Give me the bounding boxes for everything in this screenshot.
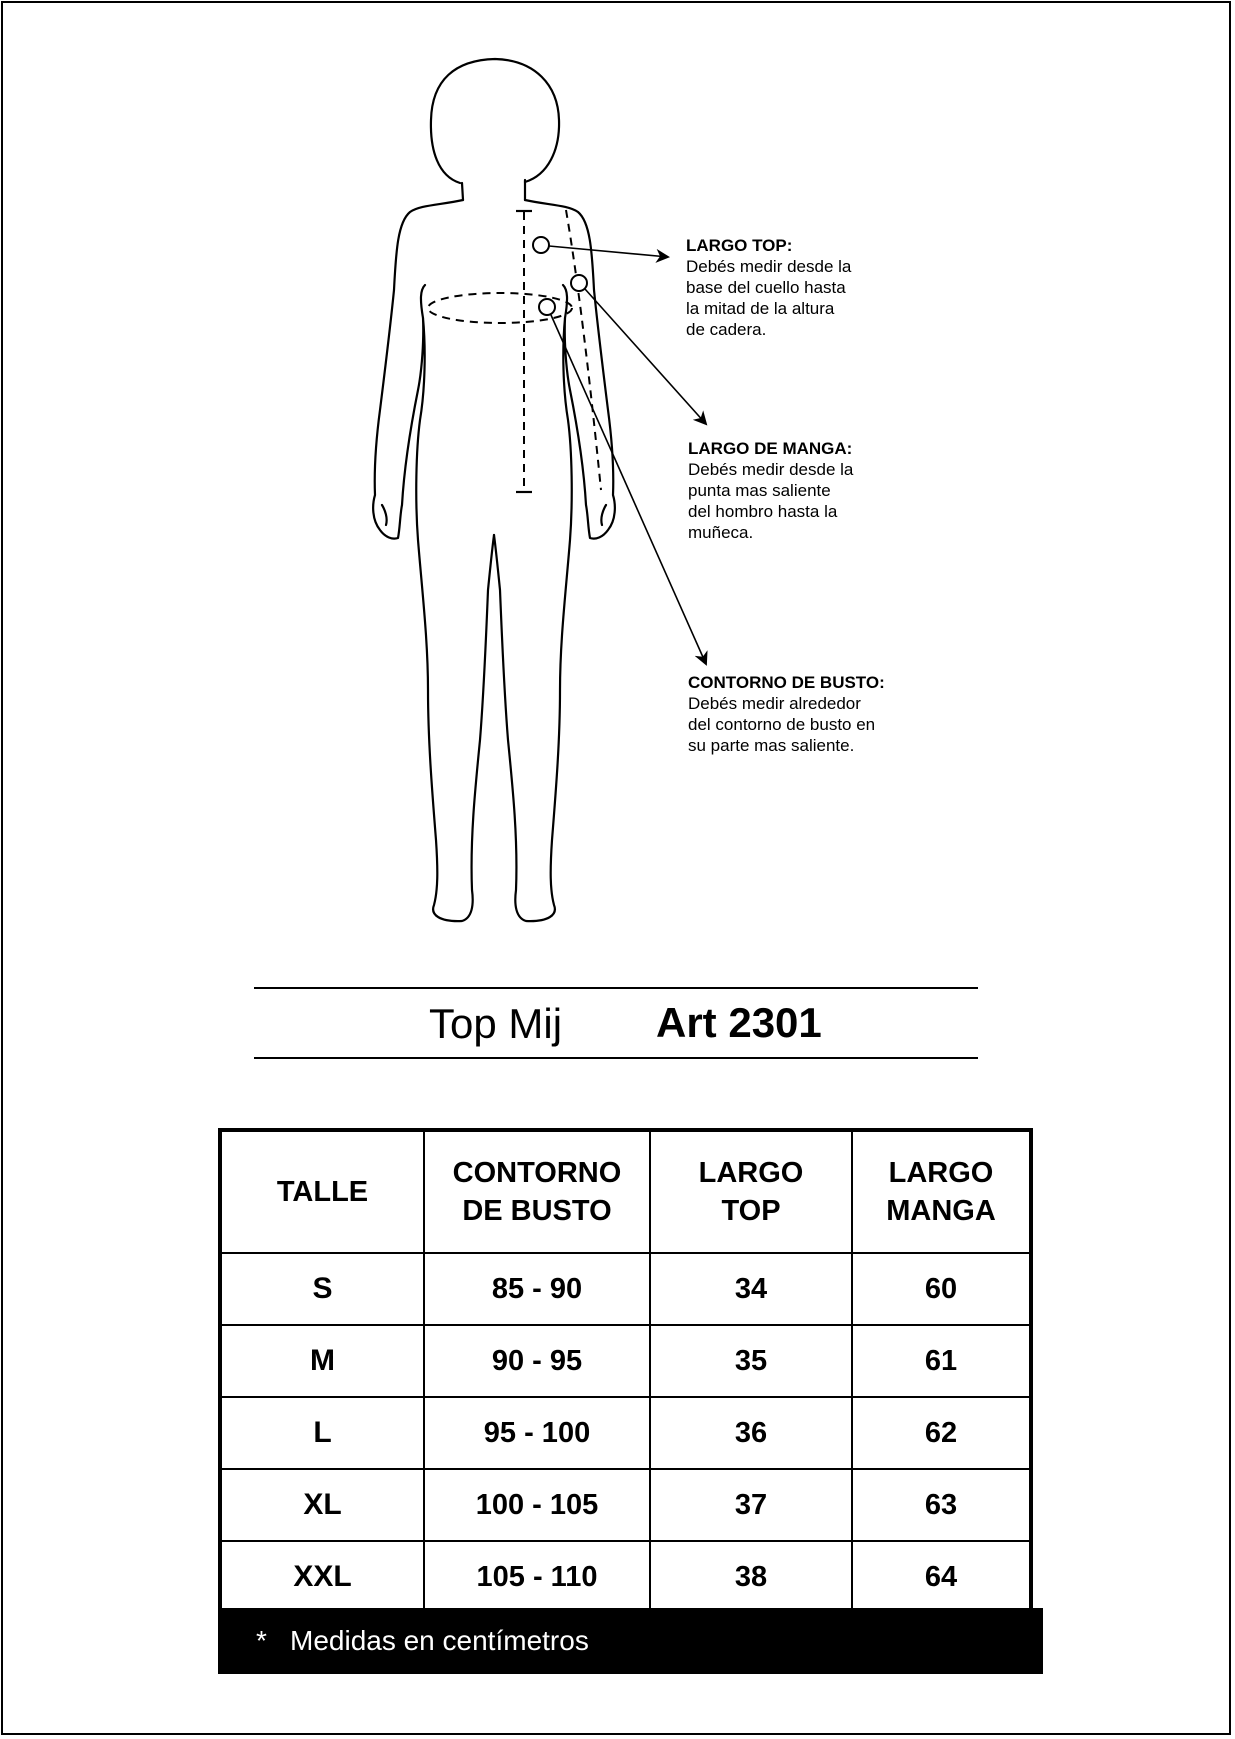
largo-manga-marker: [571, 275, 587, 291]
size-cell: S: [220, 1253, 424, 1325]
largo-manga-cell: 60: [852, 1253, 1031, 1325]
busto-cell: 105 - 110: [424, 1541, 650, 1614]
article-code: Art 2301: [656, 999, 822, 1046]
contorno-busto-text: Debés medir alrededor del contorno de busto en su parte mas saliente.: [688, 694, 876, 755]
contorno-busto-annotation: [688, 672, 885, 756]
largo-top-arrow: [549, 246, 668, 257]
product-name: Top Mij: [429, 1000, 563, 1047]
head-outline: [431, 59, 559, 183]
largo-top-cell: 34: [650, 1253, 852, 1325]
busto-cell: 95 - 100: [424, 1397, 650, 1469]
busto-cell: 100 - 105: [424, 1469, 650, 1541]
size-cell: M: [220, 1325, 424, 1397]
largo-manga-annotation: [688, 438, 853, 543]
largo-manga-cell: 64: [852, 1541, 1031, 1614]
largo-manga-cell: 62: [852, 1397, 1031, 1469]
left-body-outline: [373, 200, 494, 921]
footnote-bar: [218, 1608, 1043, 1674]
table-row: [220, 1325, 1031, 1397]
title-rule-top: [254, 987, 978, 989]
largo-manga-cell: 61: [852, 1325, 1031, 1397]
largo-manga-text: Debés medir desde la punta mas saliente del hombro hasta la muñeca.: [688, 460, 854, 542]
largo-top-text: Debés medir desde la base del cuello hasta la mitad de la altura de cadera.: [686, 257, 852, 339]
contorno-busto-heading: CONTORNO DE BUSTO:: [688, 673, 885, 692]
largo-top-cell: 35: [650, 1325, 852, 1397]
header-contorno-busto: CONTORNO DE BUSTO: [424, 1130, 650, 1253]
largo-manga-cell: 63: [852, 1469, 1031, 1541]
contorno-busto-arrow: [551, 315, 706, 664]
largo-manga-heading: LARGO DE MANGA:: [688, 439, 853, 458]
largo-top-cell: 38: [650, 1541, 852, 1614]
title-rule-bottom: [254, 1057, 978, 1059]
header-largo-top: LARGO TOP: [650, 1130, 852, 1253]
largo-top-heading: LARGO TOP:: [686, 236, 793, 255]
table-row: [220, 1469, 1031, 1541]
largo-top-annotation: [686, 235, 851, 340]
footnote-text: Medidas en centímetros: [290, 1625, 589, 1656]
header-largo-manga: LARGO MANGA: [852, 1130, 1031, 1253]
busto-cell: 90 - 95: [424, 1325, 650, 1397]
header-talle: TALLE: [220, 1130, 424, 1253]
largo-top-cell: 36: [650, 1397, 852, 1469]
largo-top-cell: 37: [650, 1469, 852, 1541]
product-title: [254, 992, 978, 1060]
table-row: [220, 1397, 1031, 1469]
neck-outline: [462, 180, 525, 200]
size-cell: XXL: [220, 1541, 424, 1614]
size-cell: L: [220, 1397, 424, 1469]
footnote-marker: *: [256, 1625, 267, 1656]
table-row: [220, 1541, 1031, 1614]
contorno-busto-marker: [539, 299, 555, 315]
table-row: [220, 1253, 1031, 1325]
size-cell: XL: [220, 1469, 424, 1541]
size-table: [218, 1128, 1033, 1616]
largo-top-marker: [533, 237, 549, 253]
table-header-row: [220, 1130, 1031, 1253]
busto-cell: 85 - 90: [424, 1253, 650, 1325]
